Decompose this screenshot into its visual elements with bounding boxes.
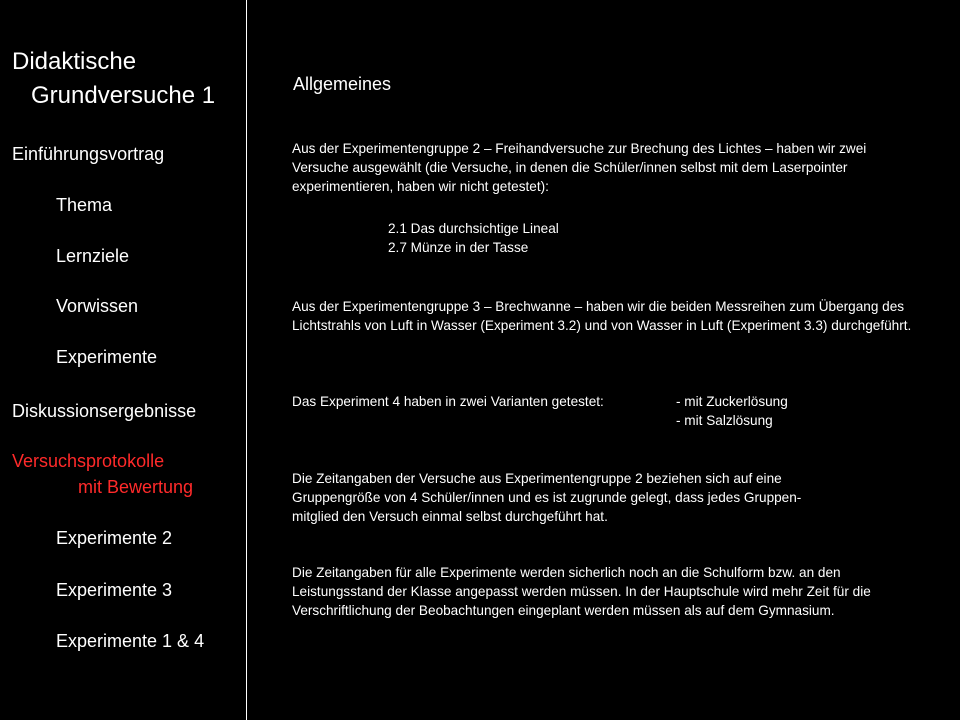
nav-einfuehrungsvortrag[interactable]: Einführungsvortrag [12,144,165,164]
nav-lernziele[interactable]: Lernziele [56,246,130,266]
nav-versuchsprotokolle[interactable]: Versuchsprotokolle [12,451,165,471]
nav-thema[interactable]: Thema [56,195,113,215]
paragraph-intro [292,139,922,196]
sidebar-divider [246,0,247,720]
paragraph-schulform-text: Die Zeitangaben für alle Experimente werden sicherlich noch an die Schulform bzw. an den Leistungsstand der Klasse angepasst werden müssen. In der Hauptschule wird mehr Zeit für die Verschriftlichung der Beobachtungen eingeplant werden müssen als auf dem Gymnasium. [292,565,871,618]
paragraph-zeitangaben-line: mitglied den Versuch einmal selbst durchgeführt hat. [292,509,608,524]
sidebar-title-line1: Didaktische [12,48,137,75]
paragraph-zeitangaben-line: Gruppengröße von 4 Schüler/innen und es ist zugrunde gelegt, dass jedes Gruppen- [292,490,802,505]
paragraph-intro-text: Aus der Experimentengruppe 2 – Freihandversuche zur Brechung des Lichtes – haben wir zwei Versuche ausgewählt (die Versuche, in denen die Schüler/innen selbst mit dem Laserpointer experimentieren, haben wir nicht getestet): [292,141,867,194]
paragraph-zeitangaben-line: Die Zeitangaben der Versuche aus Experimentengruppe 2 beziehen sich auf eine [292,471,782,486]
sidebar-title-line2: Grundversuche 1 [31,82,216,109]
nav-experimente[interactable]: Experimente [56,347,158,367]
nav-vorwissen[interactable]: Vorwissen [56,296,139,316]
sidebar [0,0,246,720]
nav-versuchsprotokolle-line2[interactable]: mit Bewertung [78,477,194,497]
nav-experimente-1-4[interactable]: Experimente 1 & 4 [56,631,205,651]
nav-diskussionsergebnisse[interactable]: Diskussionsergebnisse [12,401,197,421]
paragraph-brechwanne-text: Aus der Experimentengruppe 3 – Brechwanne – haben wir die beiden Messreihen zum Übergang des Lichtstrahls von Luft in Wasser (Experiment 3.2) und von Wasser in Luft (Experiment 3.3) durchgeführt. [292,299,912,333]
nav-experimente-2[interactable]: Experimente 2 [56,528,173,548]
paragraph-schulform [292,563,917,620]
list-item: 2.7 Münze in der Tasse [388,240,529,255]
paragraph-brechwanne [292,297,922,335]
variant-item: - mit Salzlösung [676,413,773,428]
paragraph-experiment4: Das Experiment 4 haben in zwei Varianten getestet: [292,394,604,409]
nav-experimente-3[interactable]: Experimente 3 [56,580,173,600]
variant-item: - mit Zuckerlösung [676,394,788,409]
page-title: Allgemeines [293,74,392,94]
list-item: 2.1 Das durchsichtige Lineal [388,221,559,236]
